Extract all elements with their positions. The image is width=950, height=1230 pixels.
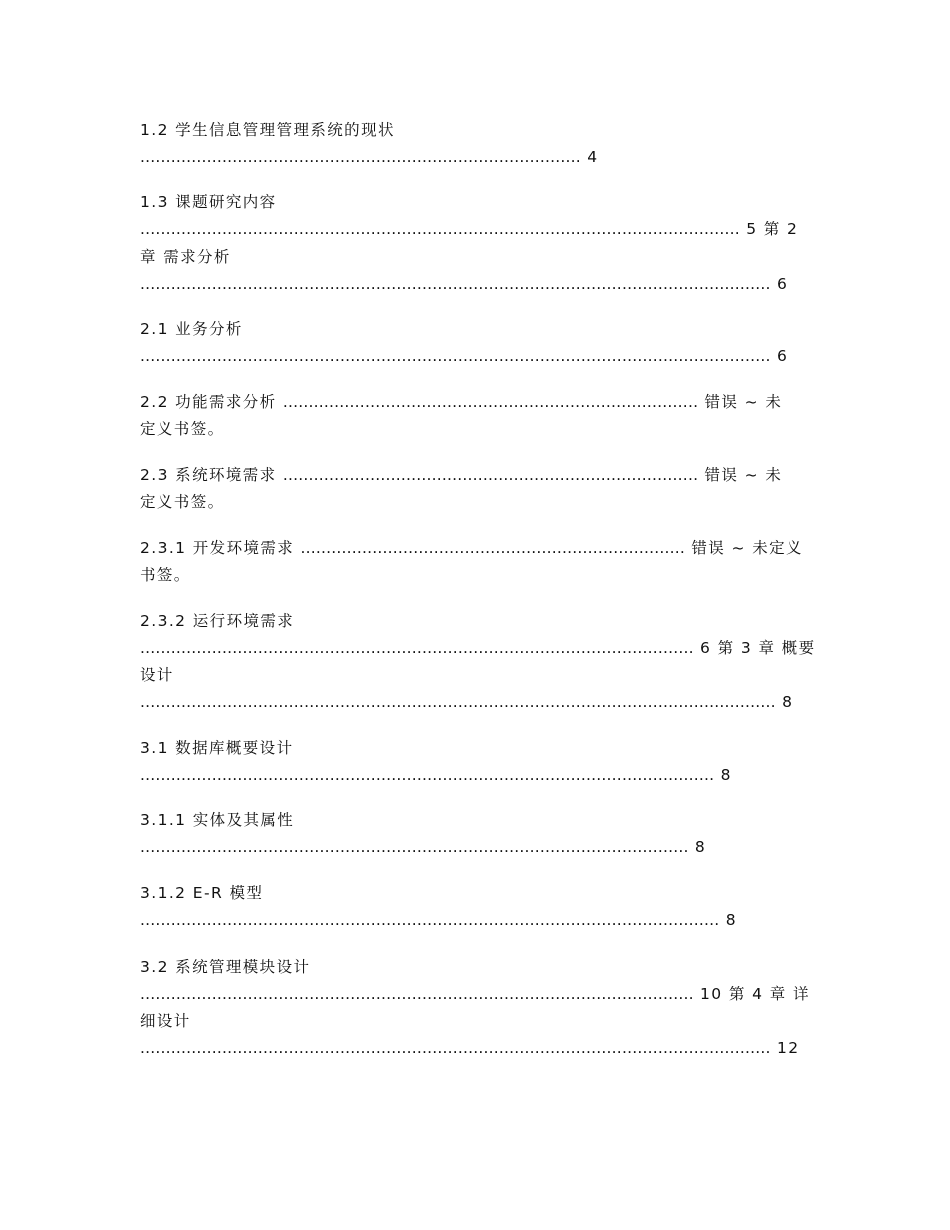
dot-leader: ............................................................................................................ (140, 639, 694, 657)
dot-leader: ........................................................................................................................... (140, 347, 771, 365)
toc-leader-3-1 (140, 765, 732, 785)
toc-leader-3-2 (140, 984, 810, 1004)
toc-title-2-2: 2.2 功能需求分析 (140, 393, 277, 411)
toc-title-3-2: 3.2 系统管理模块设计 (140, 958, 311, 976)
page-number: 6 第 3 章 概要 (700, 639, 816, 657)
dot-leader: ........................................................................................................... (140, 838, 689, 856)
dot-leader: ............................................................................................................ (140, 985, 694, 1003)
toc-continuation-2-3-1: 书签。 (140, 566, 191, 584)
toc-leader-1-2 (140, 147, 599, 167)
dot-leader: ..................................................................................................................... (140, 220, 740, 238)
toc-leader-3-1-2 (140, 910, 737, 930)
dot-leader: ................................................................................. (282, 466, 699, 484)
page-number: 12 (776, 1039, 800, 1057)
toc-title-2-3-1: 2.3.1 开发环境需求 (140, 539, 295, 557)
page-number: 6 (776, 347, 789, 365)
toc-continuation-2-2: 定义书签。 (140, 420, 225, 438)
toc-title-chapter-3: 设计 (140, 666, 174, 684)
toc-leader-chapter-4 (140, 1038, 799, 1058)
toc-title-2-1: 2.1 业务分析 (140, 320, 243, 338)
page-number: 8 (782, 693, 794, 711)
dot-leader: ................................................................................. (282, 393, 699, 411)
toc-title-3-1-1: 3.1.1 实体及其属性 (140, 811, 295, 829)
dot-leader: ........................................................................................................................... (140, 275, 771, 293)
page-number: 5 第 2 (746, 220, 799, 238)
toc-title-chapter-2: 章 需求分析 (140, 248, 231, 266)
toc-entry-2-2 (140, 392, 782, 412)
dot-leader: ........................................................................................................................... (140, 1039, 771, 1057)
page-number: 8 (694, 838, 707, 856)
dot-leader: ............................................................................................................................ (140, 693, 776, 711)
page-number: 4 (587, 148, 599, 166)
toc-title-1-3: 1.3 课题研究内容 (140, 193, 277, 211)
page-number: 6 (776, 275, 789, 293)
toc-entry-2-3-1 (140, 538, 803, 558)
toc-leader-chapter-2 (140, 274, 788, 294)
toc-title-1-2: 1.2 学生信息管理管理系统的现状 (140, 121, 395, 139)
toc-title-2-3-2: 2.3.2 运行环境需求 (140, 612, 295, 630)
toc-continuation-2-3: 定义书签。 (140, 493, 225, 511)
page-number: 8 (725, 911, 737, 929)
toc-title-chapter-4: 细设计 (140, 1012, 191, 1030)
dot-leader: ...................................................................................... (140, 148, 581, 166)
toc-title-2-3: 2.3 系统环境需求 (140, 466, 277, 484)
page-number: 10 第 4 章 详 (700, 985, 810, 1003)
toc-title-3-1-2: 3.1.2 E-R 模型 (140, 884, 264, 902)
toc-leader-2-3-2 (140, 638, 815, 658)
toc-leader-1-3 (140, 219, 798, 239)
toc-leader-2-1 (140, 346, 788, 366)
error-text: 错误 ~ 未 (704, 466, 783, 484)
dot-leader: ................................................................................................................ (140, 766, 715, 784)
dot-leader: ................................................................................................................. (140, 911, 720, 929)
page-number: 8 (720, 766, 732, 784)
toc-leader-chapter-3 (140, 692, 793, 712)
toc-entry-2-3 (140, 465, 782, 485)
error-text: 错误 ~ 未 (704, 393, 783, 411)
error-text: 错误 ~ 未定义 (691, 539, 803, 557)
toc-leader-3-1-1 (140, 837, 706, 857)
toc-title-3-1: 3.1 数据库概要设计 (140, 739, 294, 757)
dot-leader: ........................................................................... (300, 539, 686, 557)
